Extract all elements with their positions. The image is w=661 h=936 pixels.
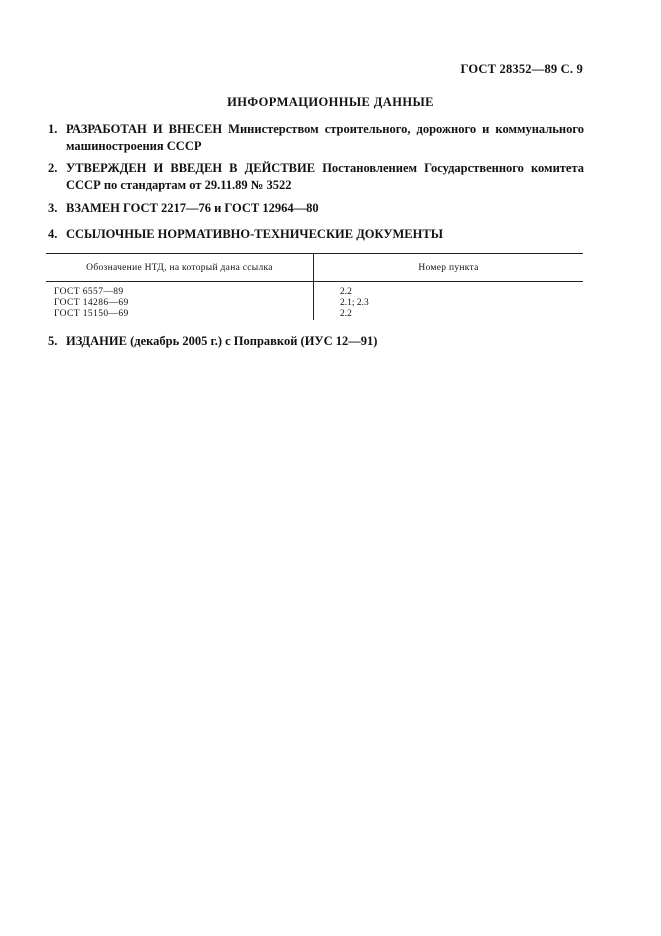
clause-cell: 2.2 (340, 309, 352, 319)
item-lead: ВЗАМЕН ГОСТ 2217—76 и ГОСТ 12964—80 (66, 201, 319, 215)
item-lead: ССЫЛОЧНЫЕ НОРМАТИВНО-ТЕХНИЧЕСКИЕ ДОКУМЕНТЫ (66, 227, 443, 241)
table-row (46, 309, 583, 320)
reference-documents-table (46, 253, 583, 320)
table-row (46, 282, 583, 299)
table-header-row (46, 254, 583, 282)
item-text (66, 121, 584, 155)
ntd-cell: ГОСТ 6557—89 (46, 282, 314, 299)
item-text (66, 200, 584, 217)
info-item-developed (48, 121, 584, 155)
item-lead: РАЗРАБОТАН И ВНЕСЕН (66, 122, 223, 136)
item-text (66, 226, 584, 243)
document-title: ИНФОРМАЦИОННЫЕ ДАННЫЕ (227, 95, 434, 109)
item-text (66, 160, 584, 194)
item-number: 3. (48, 201, 58, 215)
item-number: 4. (48, 227, 58, 241)
ntd-cell: ГОСТ 15150—69 (46, 309, 314, 320)
item-number: 1. (48, 122, 58, 136)
info-item-approved (48, 160, 584, 194)
item-rest: Министерством строительного, дорожного и коммунального машиностроения СССР (66, 122, 584, 153)
info-item-references (48, 226, 584, 243)
column-header-ntd: Обозначение НТД, на который дана ссылка (46, 254, 314, 282)
item-number: 5. (48, 334, 58, 348)
item-number: 2. (48, 161, 58, 175)
page-header-doc-ref: ГОСТ 28352—89 С. 9 (460, 62, 583, 76)
info-item-edition (48, 333, 584, 350)
table-row (46, 298, 583, 309)
clause-cell: 2.1; 2.3 (340, 298, 369, 308)
item-rest: Постановлением Государственного комитета СССР по стандартам от 29.11.89 № 3522 (66, 161, 585, 192)
item-text (66, 333, 584, 350)
column-header-clause: Номер пункта (314, 254, 584, 282)
item-lead: УТВЕРЖДЕН И ВВЕДЕН В ДЕЙСТВИЕ (66, 161, 316, 175)
info-item-replaces (48, 200, 584, 217)
item-lead: ИЗДАНИЕ (декабрь 2005 г.) с Поправкой (ИУС 12—91) (66, 334, 378, 348)
ntd-cell: ГОСТ 14286—69 (46, 298, 314, 309)
clause-cell: 2.2 (340, 287, 352, 297)
